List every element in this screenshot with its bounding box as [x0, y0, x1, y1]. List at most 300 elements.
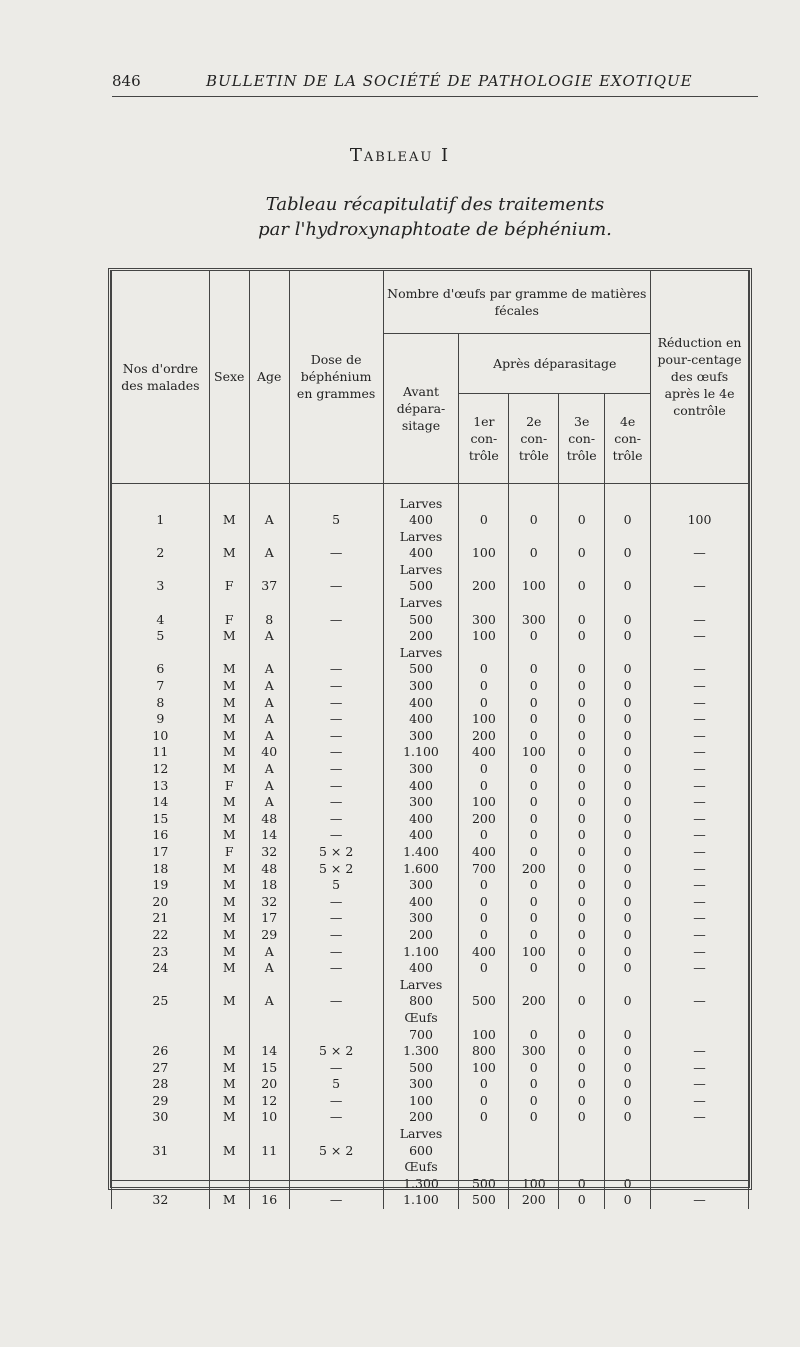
table-cell: 32 — [249, 844, 289, 861]
col-num: Nos d'ordre des malades — [112, 271, 210, 483]
table-cell: 0 — [605, 993, 651, 1010]
table-cell: 0 — [605, 711, 651, 728]
table-row — [112, 861, 749, 878]
table-cell — [289, 645, 383, 662]
table-cell: 100 — [459, 1027, 509, 1044]
table-cell: 5 × 2 — [289, 1143, 383, 1160]
table-cell: 1 — [112, 512, 210, 529]
table-cell — [509, 645, 559, 662]
table-cell: 0 — [559, 545, 605, 562]
table-cell: — — [651, 1043, 749, 1060]
table-cell: 0 — [605, 512, 651, 529]
table-row — [112, 728, 749, 745]
table-cell: 0 — [509, 844, 559, 861]
table-cell — [289, 562, 383, 579]
table-cell — [559, 562, 605, 579]
table-cell — [112, 562, 210, 579]
table-row — [112, 778, 749, 795]
table-cell: 0 — [605, 612, 651, 629]
table-cell: 32 — [112, 1192, 210, 1209]
table-cell: 0 — [509, 1076, 559, 1093]
table-cell: 9 — [112, 711, 210, 728]
table-cell: 700 — [459, 861, 509, 878]
table-cell — [459, 529, 509, 546]
table-cell: 0 — [559, 1076, 605, 1093]
table-cell: 500 — [383, 578, 459, 595]
table-cell — [289, 1027, 383, 1044]
table-cell: — — [289, 960, 383, 977]
table-cell: 0 — [559, 910, 605, 927]
table-cell: — — [651, 944, 749, 961]
table-row — [112, 744, 749, 761]
col-controle-4: 4e con-trôle — [605, 393, 651, 483]
table-cell: 0 — [559, 1093, 605, 1110]
table-cell: 18 — [112, 861, 210, 878]
table-cell: A — [249, 512, 289, 529]
table-cell — [459, 595, 509, 612]
table-cell — [459, 1143, 509, 1160]
table-cell — [289, 1010, 383, 1027]
table-cell: M — [209, 1060, 249, 1077]
table-cell: 400 — [383, 512, 459, 529]
table-row — [112, 794, 749, 811]
table-cell: — — [651, 661, 749, 678]
table-cell — [651, 1143, 749, 1160]
table-cell — [112, 483, 210, 512]
table-cell: 400 — [383, 894, 459, 911]
table-cell: 37 — [249, 578, 289, 595]
table-cell: 100 — [651, 512, 749, 529]
table-cell: 0 — [605, 861, 651, 878]
table-cell — [605, 1143, 651, 1160]
table-cell: — — [289, 993, 383, 1010]
table-cell: 1.100 — [383, 744, 459, 761]
table-cell: A — [249, 678, 289, 695]
table-cell — [289, 977, 383, 994]
table-cell: 3 — [112, 578, 210, 595]
table-cell: — — [289, 761, 383, 778]
col-controle-1: 1er con-trôle — [459, 393, 509, 483]
table-cell: M — [209, 861, 249, 878]
table-cell: 1.300 — [383, 1176, 459, 1193]
table-cell: 8 — [249, 612, 289, 629]
table-cell: 0 — [459, 1076, 509, 1093]
table-cell: 500 — [383, 612, 459, 629]
table-cell — [459, 645, 509, 662]
table-cell — [209, 1010, 249, 1027]
table-cell: M — [209, 1143, 249, 1160]
table-row — [112, 910, 749, 927]
table-cell: M — [209, 661, 249, 678]
table-cell — [459, 562, 509, 579]
table-cell: 0 — [605, 844, 651, 861]
table-cell: 2 — [112, 545, 210, 562]
table-row — [112, 944, 749, 961]
table-cell: 400 — [383, 545, 459, 562]
table-row — [112, 1060, 749, 1077]
table-cell: 0 — [559, 1060, 605, 1077]
table-cell: 100 — [459, 1060, 509, 1077]
table-cell: 0 — [459, 761, 509, 778]
table-cell: 0 — [509, 927, 559, 944]
table-cell: 0 — [509, 545, 559, 562]
table-cell: A — [249, 794, 289, 811]
table-cell: 0 — [559, 512, 605, 529]
table-cell: 0 — [559, 695, 605, 712]
table-cell: — — [289, 811, 383, 828]
table-row — [112, 1093, 749, 1110]
table-cell: 0 — [559, 612, 605, 629]
table-cell: A — [249, 993, 289, 1010]
table-cell: 0 — [605, 927, 651, 944]
table-cell: 1.600 — [383, 861, 459, 878]
table-cell: A — [249, 711, 289, 728]
table-cell: 12 — [249, 1093, 289, 1110]
table-cell — [559, 977, 605, 994]
table-cell: A — [249, 628, 289, 645]
table-cell: — — [289, 927, 383, 944]
table-cell: 0 — [559, 628, 605, 645]
table-cell — [605, 595, 651, 612]
table-cell: 0 — [605, 545, 651, 562]
table-cell — [651, 1010, 749, 1027]
table-cell: 28 — [112, 1076, 210, 1093]
table-cell: F — [209, 612, 249, 629]
table-cell: M — [209, 794, 249, 811]
table-cell: 13 — [112, 778, 210, 795]
table-cell: — — [651, 827, 749, 844]
table-cell: 0 — [605, 944, 651, 961]
table-cell: 300 — [383, 678, 459, 695]
table-cell: 10 — [112, 728, 210, 745]
table-cell: 0 — [605, 695, 651, 712]
table-cell: 24 — [112, 960, 210, 977]
table-cell — [459, 977, 509, 994]
table-cell: 0 — [605, 778, 651, 795]
table-cell: — — [651, 612, 749, 629]
table-cell — [112, 595, 210, 612]
table-cell: — — [651, 678, 749, 695]
table-cell: 15 — [112, 811, 210, 828]
table-cell: 0 — [559, 1043, 605, 1060]
table-cell: — — [651, 695, 749, 712]
table-cell: 25 — [112, 993, 210, 1010]
table-cell — [209, 645, 249, 662]
table-cell: 18 — [249, 877, 289, 894]
table-cell: 400 — [383, 711, 459, 728]
table-row — [112, 827, 749, 844]
table-cell: M — [209, 960, 249, 977]
table-cell: 300 — [383, 877, 459, 894]
table-cell — [249, 1159, 289, 1176]
subtitle-line-1: Tableau récapitulatif des traitements — [265, 194, 605, 215]
table-cell: 100 — [509, 1176, 559, 1193]
table-cell — [209, 977, 249, 994]
table-cell: 11 — [112, 744, 210, 761]
table-cell: 0 — [509, 910, 559, 927]
table-cell — [249, 1176, 289, 1193]
table-cell: 600 — [383, 1143, 459, 1160]
table-cell: — — [289, 1109, 383, 1126]
table-row — [112, 877, 749, 894]
table-cell: 200 — [383, 628, 459, 645]
table-cell: A — [249, 545, 289, 562]
table-cell — [509, 1010, 559, 1027]
table-cell: — — [289, 778, 383, 795]
table-cell: 0 — [509, 1109, 559, 1126]
table-cell: — — [651, 877, 749, 894]
table-cell: 0 — [559, 661, 605, 678]
table-subtitle — [0, 192, 800, 242]
table-cell: — — [651, 960, 749, 977]
table-cell: 6 — [112, 661, 210, 678]
table-cell — [651, 483, 749, 512]
table-cell: 29 — [249, 927, 289, 944]
table-row — [112, 1176, 749, 1193]
table-cell: 300 — [383, 794, 459, 811]
table-cell: 14 — [112, 794, 210, 811]
table-cell: 0 — [605, 628, 651, 645]
table-cell: 0 — [605, 960, 651, 977]
table-cell: A — [249, 778, 289, 795]
table-cell — [559, 529, 605, 546]
table-cell: — — [651, 628, 749, 645]
table-cell: — — [289, 744, 383, 761]
table-cell — [289, 1176, 383, 1193]
table-cell: 0 — [605, 877, 651, 894]
table-cell: 1.100 — [383, 1192, 459, 1209]
table-cell: 300 — [509, 1043, 559, 1060]
table-cell: — — [289, 1060, 383, 1077]
table-cell: — — [289, 661, 383, 678]
table-cell: 7 — [112, 678, 210, 695]
table-body — [112, 483, 749, 1209]
table-cell: — — [289, 827, 383, 844]
table-row — [112, 678, 749, 695]
table-cell: M — [209, 1093, 249, 1110]
table-cell: 48 — [249, 861, 289, 878]
table-cell — [605, 645, 651, 662]
table-cell: — — [289, 545, 383, 562]
table-cell — [509, 562, 559, 579]
table-cell: — — [651, 844, 749, 861]
col-controle-2: 2e con-trôle — [509, 393, 559, 483]
table-cell: M — [209, 811, 249, 828]
table-cell: — — [651, 761, 749, 778]
table-cell: 500 — [459, 1176, 509, 1193]
table-cell: 0 — [559, 960, 605, 977]
table-cell: 400 — [383, 827, 459, 844]
table-cell: 0 — [459, 827, 509, 844]
table-cell: 100 — [509, 578, 559, 595]
table-cell: — — [651, 927, 749, 944]
col-age: Age — [249, 271, 289, 483]
table-cell: 0 — [605, 894, 651, 911]
table-row — [112, 512, 749, 529]
table-cell: 0 — [605, 1176, 651, 1193]
table-cell: 5 — [289, 512, 383, 529]
table-cell: M — [209, 1192, 249, 1209]
table-cell — [559, 1126, 605, 1143]
table-cell — [249, 645, 289, 662]
table-cell: 400 — [459, 744, 509, 761]
table-cell — [605, 1159, 651, 1176]
table-cell — [651, 529, 749, 546]
table-cell: 0 — [459, 695, 509, 712]
table-cell: 1.400 — [383, 844, 459, 861]
table-cell: 23 — [112, 944, 210, 961]
col-dose: Dose de béphénium en grammes — [289, 271, 383, 483]
table-row — [112, 695, 749, 712]
table-cell — [509, 595, 559, 612]
table-cell: 0 — [559, 844, 605, 861]
table-cell — [459, 1010, 509, 1027]
table-cell: 400 — [459, 844, 509, 861]
table-cell: 0 — [559, 894, 605, 911]
table-cell: 700 — [383, 1027, 459, 1044]
table-cell: 0 — [559, 794, 605, 811]
table-cell: M — [209, 1043, 249, 1060]
table-cell: 0 — [605, 794, 651, 811]
table-cell: — — [289, 695, 383, 712]
table-cell: — — [651, 711, 749, 728]
table-cell: 200 — [459, 811, 509, 828]
table-cell: 31 — [112, 1143, 210, 1160]
table-cell: 40 — [249, 744, 289, 761]
journal-title: BULLETIN DE LA SOCIÉTÉ DE PATHOLOGIE EXOTIQUE — [206, 72, 693, 90]
table-cell: 0 — [605, 1060, 651, 1077]
table-cell: — — [289, 578, 383, 595]
table-cell — [509, 483, 559, 512]
table-cell — [112, 529, 210, 546]
table-cell: 0 — [459, 927, 509, 944]
table-cell: 14 — [249, 827, 289, 844]
col-nombre: Nombre d'œufs par gramme de matières fécales — [383, 271, 651, 333]
table-cell: — — [651, 1109, 749, 1126]
table-cell: Larves — [383, 1126, 459, 1143]
table-cell: 0 — [509, 778, 559, 795]
table-cell: — — [289, 612, 383, 629]
table-cell: M — [209, 894, 249, 911]
table-cell: 0 — [559, 728, 605, 745]
table-row — [112, 1159, 749, 1176]
table-cell — [509, 1159, 559, 1176]
table-row — [112, 711, 749, 728]
table-cell: — — [289, 678, 383, 695]
table-row — [112, 545, 749, 562]
table-row — [112, 1192, 749, 1209]
table-cell — [605, 562, 651, 579]
table-cell: 15 — [249, 1060, 289, 1077]
table-cell: 100 — [459, 545, 509, 562]
table-cell: — — [289, 894, 383, 911]
table-cell — [112, 1010, 210, 1027]
table-cell: 0 — [509, 894, 559, 911]
table-cell: 5 — [289, 877, 383, 894]
table-cell — [209, 595, 249, 612]
table-cell: — — [289, 944, 383, 961]
table-cell — [249, 529, 289, 546]
table-cell: M — [209, 1076, 249, 1093]
table-cell: 0 — [509, 811, 559, 828]
table-cell — [112, 1027, 210, 1044]
table-cell: 300 — [383, 728, 459, 745]
table-row — [112, 1076, 749, 1093]
table-cell: 11 — [249, 1143, 289, 1160]
table-cell — [209, 529, 249, 546]
table-cell — [249, 1126, 289, 1143]
table-cell: A — [249, 661, 289, 678]
table-cell: 300 — [459, 612, 509, 629]
table-cell: 400 — [383, 811, 459, 828]
table-cell: — — [651, 545, 749, 562]
table-cell: 0 — [459, 512, 509, 529]
table-cell: 0 — [459, 910, 509, 927]
table-cell — [605, 977, 651, 994]
table-cell: 0 — [509, 512, 559, 529]
table-row — [112, 1027, 749, 1044]
table-cell: 0 — [459, 877, 509, 894]
table-cell — [605, 483, 651, 512]
table-cell: M — [209, 761, 249, 778]
table-cell: 0 — [559, 811, 605, 828]
subtitle-line-2: par l'hydroxynaphtoate de béphénium. — [258, 219, 612, 240]
table-row — [112, 811, 749, 828]
table-cell: 0 — [605, 678, 651, 695]
table-cell — [559, 1159, 605, 1176]
table-cell — [112, 1126, 210, 1143]
table-cell: M — [209, 1109, 249, 1126]
table-cell: 0 — [605, 1093, 651, 1110]
table-cell — [651, 1027, 749, 1044]
table-cell: F — [209, 844, 249, 861]
table-cell: 20 — [112, 894, 210, 911]
table-cell: 0 — [605, 827, 651, 844]
col-avant: Avant dépara-sitage — [383, 333, 459, 483]
table-cell — [249, 562, 289, 579]
table-cell: M — [209, 628, 249, 645]
table-cell: 0 — [605, 1109, 651, 1126]
table-cell: 0 — [459, 960, 509, 977]
table-cell — [289, 529, 383, 546]
table-cell — [559, 1010, 605, 1027]
table-cell: 800 — [383, 993, 459, 1010]
table-cell: 32 — [249, 894, 289, 911]
table-cell: 5 — [112, 628, 210, 645]
table-cell: — — [651, 1060, 749, 1077]
table-cell: 300 — [383, 1076, 459, 1093]
table-row — [112, 927, 749, 944]
table-cell: A — [249, 761, 289, 778]
table-cell: 0 — [605, 661, 651, 678]
table-row — [112, 844, 749, 861]
table-cell: 22 — [112, 927, 210, 944]
table-cell: 20 — [249, 1076, 289, 1093]
table-row — [112, 960, 749, 977]
table-row — [112, 562, 749, 579]
table-cell: 100 — [459, 628, 509, 645]
table-cell: F — [209, 578, 249, 595]
table-cell: A — [249, 728, 289, 745]
table-cell: 5 × 2 — [289, 1043, 383, 1060]
table-row — [112, 628, 749, 645]
table-cell: 19 — [112, 877, 210, 894]
table-cell: 0 — [559, 778, 605, 795]
table-cell: 30 — [112, 1109, 210, 1126]
table-cell: 400 — [459, 944, 509, 961]
table-row — [112, 894, 749, 911]
table-cell: 0 — [459, 778, 509, 795]
